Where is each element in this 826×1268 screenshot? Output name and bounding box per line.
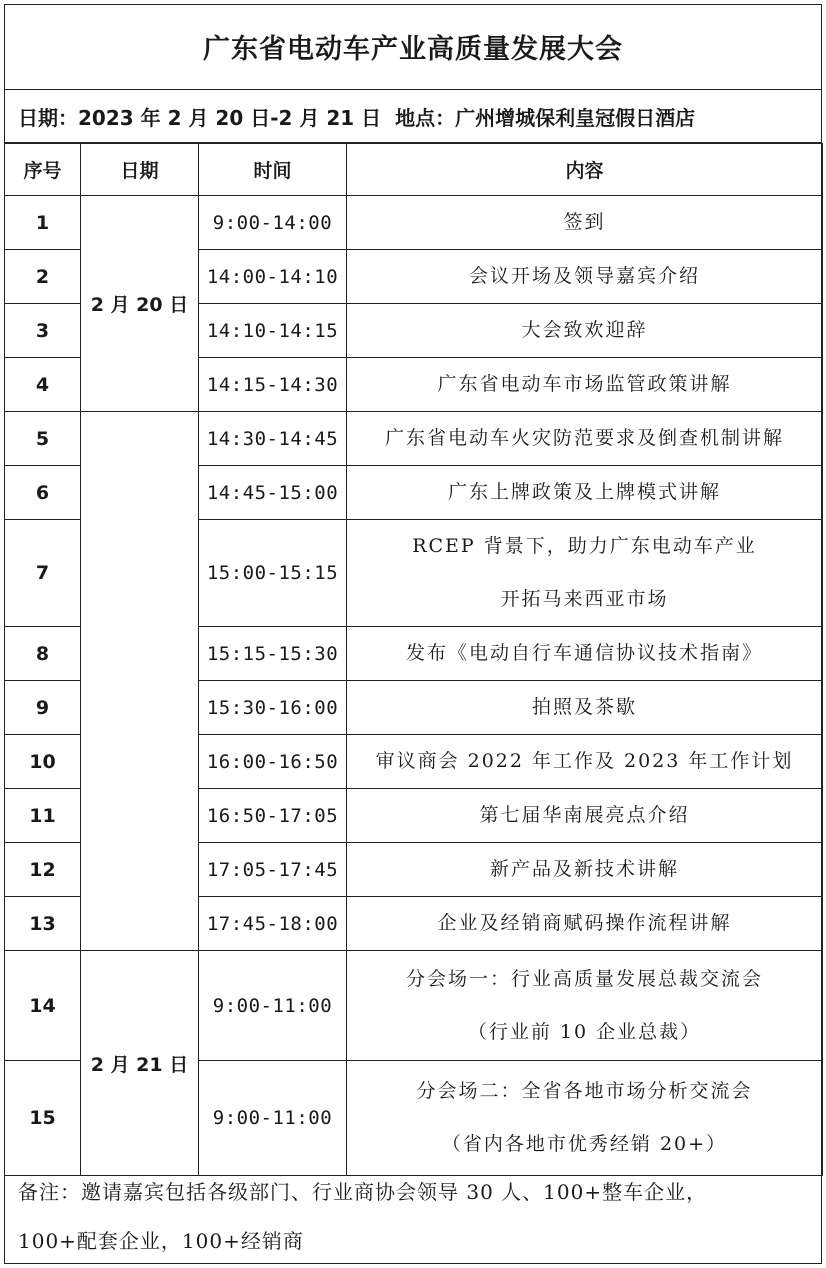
row-content: [347, 681, 823, 735]
header-time: 时间: [199, 144, 347, 196]
header-content: 内容: [347, 144, 823, 196]
row-content: [347, 735, 823, 789]
row-time: 17:05-17:45: [199, 843, 347, 897]
content-line: 会议开场及领导嘉宾介绍: [468, 265, 700, 287]
row-number: 2: [5, 250, 81, 304]
place-value: 广州增城保利皇冠假日酒店: [455, 105, 696, 130]
row-content: [347, 250, 823, 304]
content-line: 广东省电动车火灾防范要求及倒查机制讲解: [384, 427, 784, 449]
row-time: 14:00-14:10: [199, 250, 347, 304]
content-line: RCEP 背景下，助力广东电动车产业: [412, 535, 757, 557]
header-no: 序号: [5, 144, 81, 196]
row-number: 15: [5, 1061, 81, 1176]
content-line: 发布《电动自行车通信协议技术指南》: [405, 642, 763, 664]
table-row: [5, 951, 823, 1061]
schedule-body: [5, 196, 823, 1176]
row-number: 3: [5, 304, 81, 358]
row-content: [347, 951, 823, 1061]
document-title: 广东省电动车产业高质量发展大会: [4, 4, 822, 90]
row-time: 16:50-17:05: [199, 789, 347, 843]
content-line: 广东省电动车市场监管政策讲解: [437, 373, 732, 395]
row-content: [347, 412, 823, 466]
row-time: 14:30-14:45: [199, 412, 347, 466]
row-content: [347, 520, 823, 627]
content-line: 分会场一：行业高质量发展总裁交流会: [405, 967, 763, 990]
content-line: 审议商会 2022 年工作及 2023 年工作计划: [375, 750, 794, 772]
row-number: 8: [5, 627, 81, 681]
row-number: 5: [5, 412, 81, 466]
row-time: 16:00-16:50: [199, 735, 347, 789]
content-line: 签到: [563, 211, 606, 233]
row-number: 12: [5, 843, 81, 897]
content-line: 新产品及新技术讲解: [489, 858, 679, 880]
remarks-note: [4, 1158, 822, 1264]
place-label: 地点：: [395, 105, 456, 130]
row-time: 9:00-11:00: [199, 1061, 347, 1176]
row-time: 15:00-15:15: [199, 520, 347, 627]
row-number: 14: [5, 951, 81, 1061]
date-value: 2023 年 2 月 20 日-2 月 21 日: [78, 105, 382, 130]
row-time: 15:30-16:00: [199, 681, 347, 735]
content-line: 分会场二：全省各地市场分析交流会: [416, 1080, 753, 1102]
row-time: 14:15-14:30: [199, 358, 347, 412]
row-time: 9:00-14:00: [199, 196, 347, 250]
row-time: 14:10-14:15: [199, 304, 347, 358]
content-line: （省内各地市优秀经销 20+）: [441, 1133, 728, 1155]
row-number: 9: [5, 681, 81, 735]
row-time: 15:15-15:30: [199, 627, 347, 681]
row-content: [347, 466, 823, 520]
row-date: [81, 412, 199, 951]
row-number: 10: [5, 735, 81, 789]
content-line: 企业及经销商赋码操作流程讲解: [437, 912, 732, 934]
row-date: 2 月 21 日: [81, 951, 199, 1176]
content-line: 第七届华南展亮点介绍: [479, 804, 690, 826]
row-number: 7: [5, 520, 81, 627]
header-date: 日期: [81, 144, 199, 196]
row-content: [347, 358, 823, 412]
table-row: [5, 412, 823, 466]
remarks-line-2: 100+配套企业，100+经销商: [18, 1229, 304, 1253]
content-line: 大会致欢迎辞: [521, 319, 648, 341]
content-line: 拍照及茶歇: [531, 696, 637, 718]
remarks-line-1: 备注：邀请嘉宾包括各级部门、行业商协会领导 30 人、100+整车企业，: [18, 1180, 708, 1204]
row-content: [347, 897, 823, 951]
row-time: 14:45-15:00: [199, 466, 347, 520]
date-label: 日期：: [18, 105, 78, 130]
row-time: 17:45-18:00: [199, 897, 347, 951]
row-content: [347, 789, 823, 843]
table-header-row: [5, 144, 823, 196]
row-content: [347, 304, 823, 358]
schedule-table: [4, 143, 823, 1176]
row-number: 6: [5, 466, 81, 520]
row-number: 13: [5, 897, 81, 951]
info-bar: [4, 90, 822, 143]
row-number: 11: [5, 789, 81, 843]
table-row: [5, 196, 823, 250]
row-number: 4: [5, 358, 81, 412]
content-line: （行业前 10 企业总裁）: [467, 1020, 702, 1043]
row-date: 2 月 20 日: [81, 196, 199, 412]
content-line: 开拓马来西亚市场: [500, 588, 669, 610]
row-number: 1: [5, 196, 81, 250]
row-content: [347, 843, 823, 897]
row-content: [347, 196, 823, 250]
row-time: 9:00-11:00: [199, 951, 347, 1061]
row-content: [347, 627, 823, 681]
content-line: 广东上牌政策及上牌模式讲解: [447, 481, 721, 503]
